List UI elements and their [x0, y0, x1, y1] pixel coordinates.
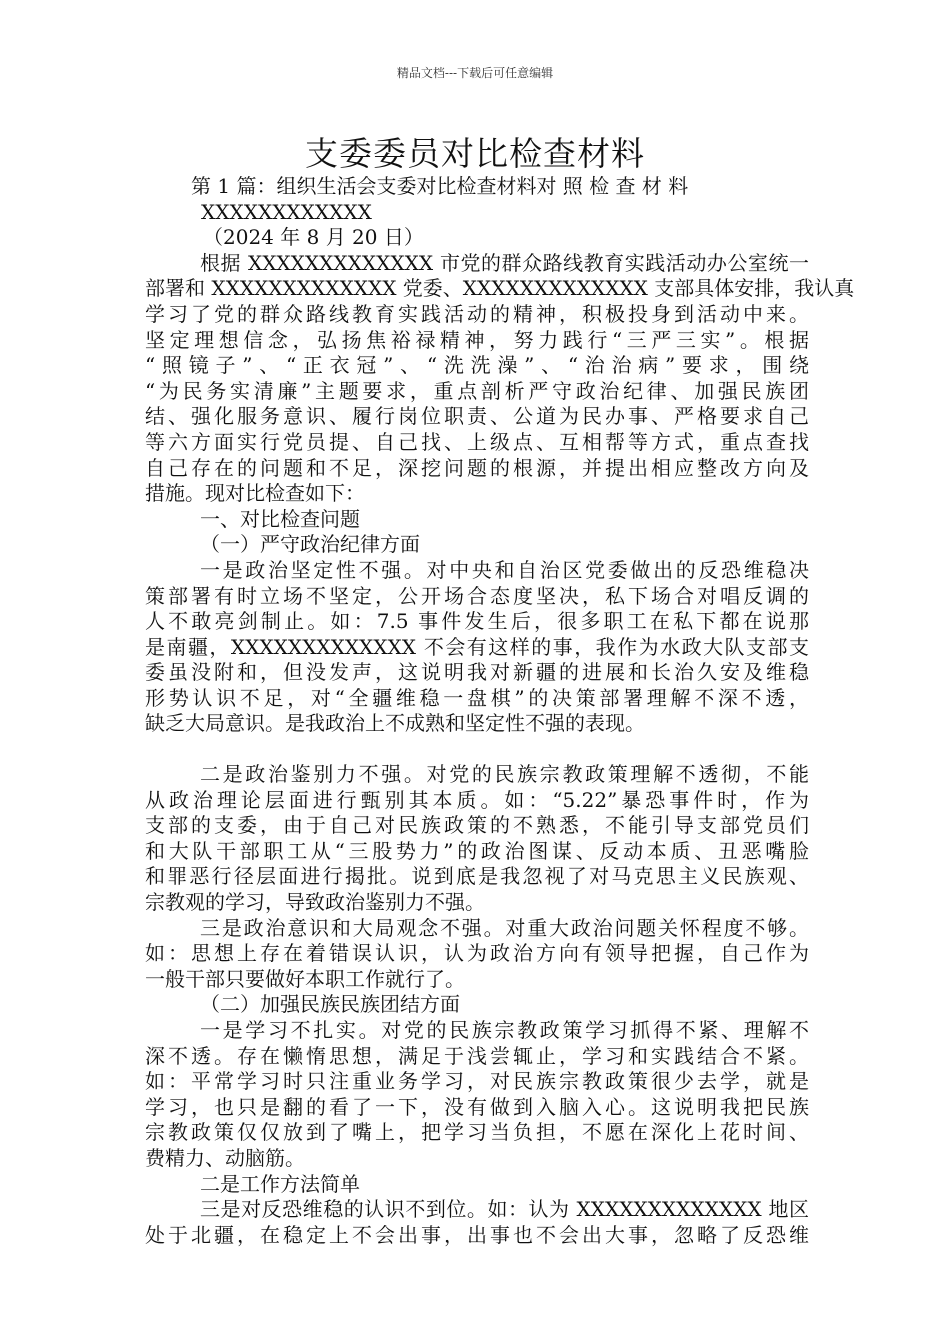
paragraph-line: 一是政治坚定性不强。对中央和自治区党委做出的反恐维稳决	[200, 557, 809, 582]
date-line: （2024 年 8 月 20 日）	[203, 225, 424, 250]
paragraph-line: 二是政治鉴别力不强。对党的民族宗教政策理解不透彻，不能	[200, 762, 809, 787]
paragraph-line: 是南疆，XXXXXXXXXXXXX 不会有这样的事，我作为水政大队支部支	[145, 634, 809, 659]
paragraph-line: 支部的支委，由于自己对民族政策的不熟悉，不能引导支部党员们	[145, 813, 809, 838]
paragraph-line: 如：平常学习时只注重业务学习，对民族宗教政策很少去学，就是	[145, 1069, 809, 1094]
paragraph-line: 学习，也只是翻的看了一下，没有做到入脑入心。这说明我把民族	[145, 1094, 809, 1119]
paragraph-line: 委虽没附和，但没发声，这说明我对新疆的进展和长治久安及维稳	[145, 660, 809, 685]
paragraph-line: “为民务实清廉”主题要求，重点剖析严守政治纪律、加强民族团	[145, 378, 809, 403]
page-header: 精品文档---下载后可任意编辑	[396, 66, 554, 80]
paragraph-line: 深不透。存在懒惰思想，满足于浅尝辄止，学习和实践结合不紧。	[145, 1043, 809, 1068]
document-title: 支委委员对比检查材料	[305, 134, 645, 173]
paragraph-line: 如：思想上存在着错误认识，认为政治方向有领导把握，自己作为	[145, 941, 809, 966]
paragraph-line: 坚定理想信念，弘扬焦裕禄精神，努力践行“三严三实”。根据	[145, 327, 809, 352]
paragraph-line: 二是工作方法简单	[200, 1171, 360, 1196]
paragraph-line: 根据 XXXXXXXXXXXXX 市党的群众路线教育实践活动办公室统一	[200, 250, 809, 275]
author-line: XXXXXXXXXXXX	[201, 199, 372, 224]
paragraph-line: “照镜子”、“正衣冠”、“洗洗澡”、“治治病”要求，围绕	[145, 353, 809, 378]
paragraph-line: 自己存在的问题和不足，深挖问题的根源，并提出相应整改方向及	[145, 455, 809, 480]
paragraph-line: 费精力、动脑筋。	[145, 1145, 305, 1170]
paragraph-line: 学习了党的群众路线教育实践活动的精神，积极投身到活动中来。	[145, 301, 809, 326]
paragraph-line: 一是学习不扎实。对党的民族宗教政策学习抓得不紧、理解不	[200, 1018, 809, 1042]
paragraph-gap	[145, 737, 809, 762]
paragraph-line: 措施。现对比检查如下：	[145, 481, 365, 506]
paragraph-line: 策部署有时立场不坚定，公开场合态度坚决，私下场合对唱反调的	[145, 583, 809, 608]
paragraph-line: 一般干部只要做好本职工作就行了。	[145, 966, 465, 991]
subsection-heading: （一）严守政治纪律方面	[200, 532, 420, 557]
paragraph-line: 处于北疆，在稳定上不会出事，出事也不会出大事，忽略了反恐维	[145, 1222, 809, 1247]
paragraph-line: 结、强化服务意识、履行岗位职责、公道为民办事、严格要求自己	[145, 404, 809, 429]
document-body	[145, 174, 855, 1248]
paragraph-line: 和大队干部职工从“三股势力”的政治图谋、反动本质、丑恶嘴脸	[145, 838, 809, 863]
paragraph-line: 人不敢亮剑制止。如：7.5 事件发生后，很多职工在私下都在说那	[145, 609, 809, 634]
paragraph-line: 形势认识不足，对“全疆维稳一盘棋”的决策部署理解不深不透，	[145, 685, 809, 710]
paragraph-line: 缺乏大局意识。是我政治上不成熟和坚定性不强的表现。	[145, 711, 645, 736]
section-heading: 一、对比检查问题	[200, 506, 360, 531]
paragraph-line: 三是政治意识和大局观念不强。对重大政治问题关怀程度不够。	[200, 915, 809, 940]
subsection-heading: （二）加强民族民族团结方面	[200, 992, 460, 1017]
paragraph-line: 等六方面实行党员提、自己找、上级点、互相帮等方式，重点查找	[145, 429, 809, 454]
paragraph-line: 从政治理论层面进行甄别其本质。如：“5.22”暴恐事件时，作为	[145, 787, 809, 812]
subtitle-line: 第 1 篇：组织生活会支委对比检查材料对 照 检 查 材 料	[191, 174, 689, 198]
paragraph-line: 三是对反恐维稳的认识不到位。如：认为 XXXXXXXXXXXXX 地区	[200, 1197, 809, 1222]
paragraph-line: 部署和 XXXXXXXXXXXXX 党委、XXXXXXXXXXXXX 支部具体安排，我认真	[145, 276, 855, 301]
paragraph-line: 宗教观的学习，导致政治鉴别力不强。	[145, 890, 485, 915]
paragraph-line: 宗教政策仅仅放到了嘴上，把学习当负担，不愿在深化上花时间、	[145, 1120, 809, 1145]
paragraph-line: 和罪恶行径层面进行揭批。说到底是我忽视了对马克思主义民族观、	[145, 864, 809, 889]
